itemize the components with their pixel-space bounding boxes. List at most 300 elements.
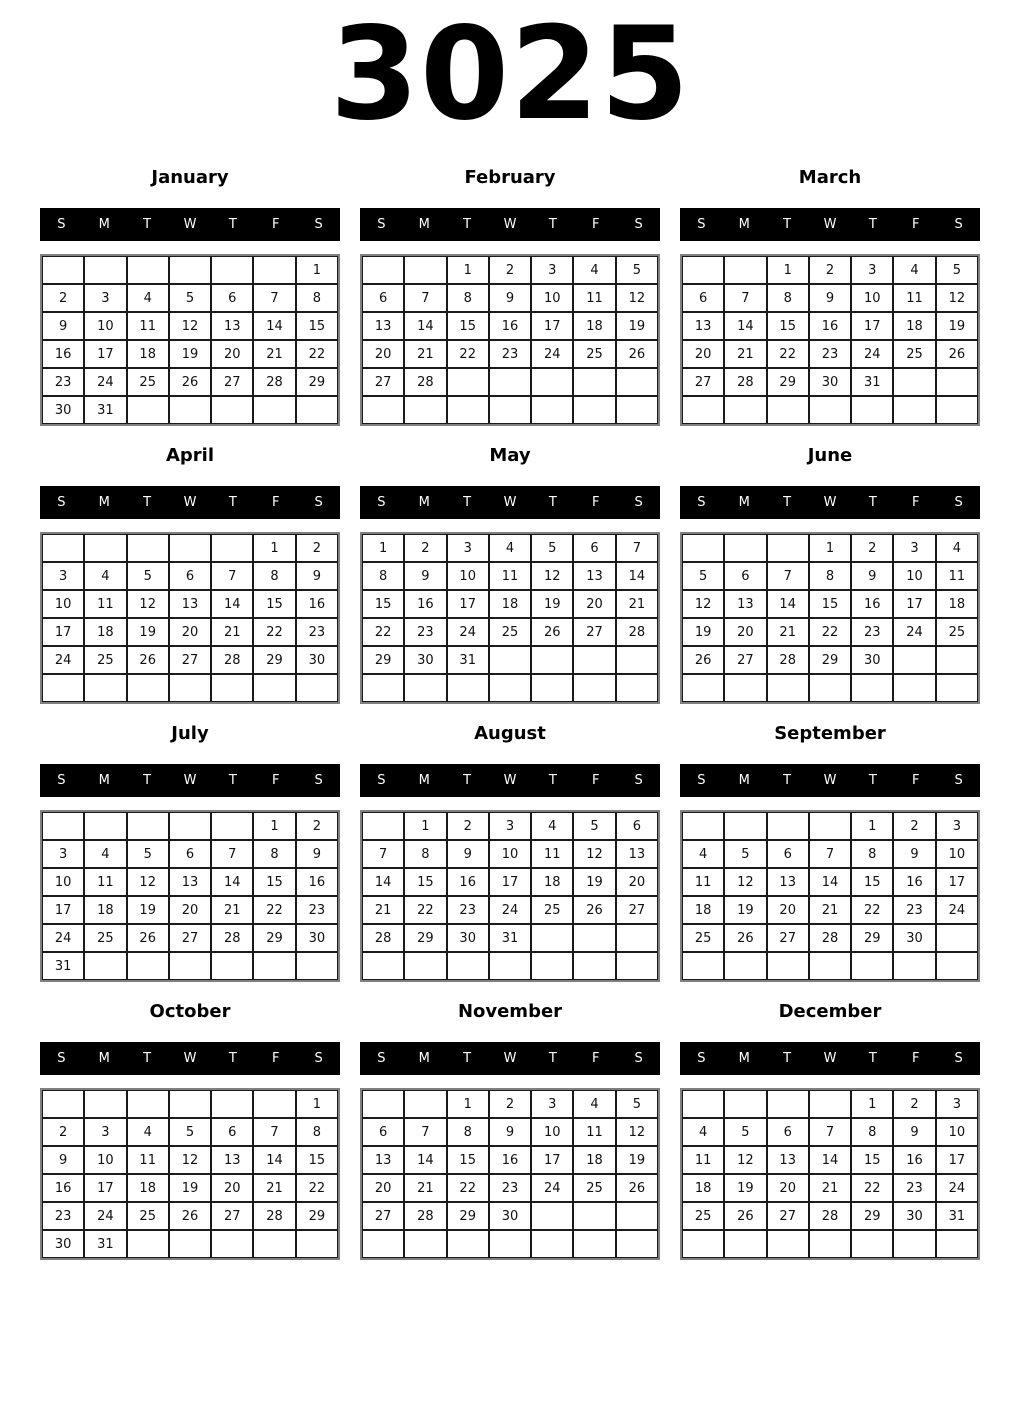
day-cell: 5 [682,562,724,590]
day-cell: 5 [936,256,978,284]
day-cell: 9 [489,1118,531,1146]
empty-day-cell [127,952,169,980]
day-cell: 28 [767,646,809,674]
day-cell: 21 [404,1174,446,1202]
empty-day-cell [531,396,573,424]
day-cell: 7 [404,1118,446,1146]
day-cell: 3 [893,534,935,562]
day-cell: 1 [851,1090,893,1118]
weekday-letter: T [143,495,152,510]
day-cell: 15 [851,868,893,896]
month-title: December [778,1001,882,1022]
day-cell: 13 [573,562,615,590]
day-cell: 3 [489,812,531,840]
day-cell: 7 [767,562,809,590]
weekday-letter: T [228,217,237,232]
day-cell: 25 [573,1174,615,1202]
day-cell: 30 [296,646,338,674]
empty-day-cell [893,396,935,424]
weekday-letter: F [271,773,280,788]
day-cell: 13 [211,1146,253,1174]
month-block [40,984,340,1258]
calendar-day-grid [360,1088,660,1260]
day-cell: 24 [42,646,84,674]
empty-day-cell [489,396,531,424]
weekday-letter: W [183,1051,197,1066]
day-cell: 4 [682,840,724,868]
weekday-letter: T [463,773,472,788]
day-cell: 18 [489,590,531,618]
day-cell: 9 [447,840,489,868]
day-cell: 29 [851,924,893,952]
day-cell: 27 [616,896,658,924]
day-cell: 2 [42,1118,84,1146]
day-cell: 19 [616,312,658,340]
weekday-letter: T [548,495,557,510]
day-cell: 14 [404,1146,446,1174]
day-cell: 31 [447,646,489,674]
month-block [680,428,980,702]
day-cell: 5 [724,1118,766,1146]
empty-day-cell [489,674,531,702]
day-cell: 19 [531,590,573,618]
empty-day-cell [936,674,978,702]
empty-day-cell [127,256,169,284]
day-cell: 11 [573,1118,615,1146]
empty-day-cell [682,534,724,562]
empty-day-cell [42,256,84,284]
day-cell: 2 [296,534,338,562]
empty-day-cell [616,368,658,396]
empty-day-cell [447,1230,489,1258]
day-cell: 15 [296,312,338,340]
weekday-letter: S [634,1051,643,1066]
day-cell: 18 [127,340,169,368]
empty-day-cell [296,1230,338,1258]
empty-day-cell [682,1230,724,1258]
day-cell: 25 [936,618,978,646]
calendar-day-grid [680,254,980,426]
weekday-letter: M [738,217,750,232]
weekday-letter: F [911,1051,920,1066]
weekday-letter: W [503,773,517,788]
day-cell: 12 [169,1146,211,1174]
day-cell: 18 [682,896,724,924]
day-cell: 10 [531,284,573,312]
weekday-letter: S [954,495,963,510]
day-cell: 31 [489,924,531,952]
empty-day-cell [531,952,573,980]
empty-day-cell [211,256,253,284]
calendar-day-grid [680,1088,980,1260]
month-title: September [774,723,886,744]
day-cell: 20 [362,340,404,368]
weekday-letter: M [98,217,110,232]
day-cell: 17 [531,312,573,340]
day-cell: 1 [767,256,809,284]
weekday-letter: M [418,217,430,232]
day-cell: 6 [616,812,658,840]
empty-day-cell [211,952,253,980]
day-cell: 8 [296,284,338,312]
day-cell: 11 [84,590,126,618]
empty-day-cell [404,396,446,424]
empty-day-cell [404,1230,446,1258]
empty-day-cell [211,534,253,562]
day-cell: 12 [724,1146,766,1174]
day-cell: 8 [851,840,893,868]
calendar-day-grid [680,532,980,704]
day-cell: 14 [767,590,809,618]
day-cell: 12 [127,590,169,618]
empty-day-cell [573,1230,615,1258]
day-cell: 22 [253,618,295,646]
day-cell: 13 [169,590,211,618]
empty-day-cell [724,674,766,702]
day-cell: 26 [531,618,573,646]
day-cell: 24 [84,368,126,396]
empty-day-cell [936,1230,978,1258]
day-cell: 7 [253,284,295,312]
day-cell: 27 [724,646,766,674]
day-cell: 21 [211,896,253,924]
empty-day-cell [253,674,295,702]
day-cell: 27 [362,1202,404,1230]
empty-day-cell [767,812,809,840]
empty-day-cell [42,674,84,702]
day-cell: 31 [936,1202,978,1230]
day-cell: 16 [851,590,893,618]
weekday-letter: T [548,773,557,788]
weekday-letter: M [738,773,750,788]
day-cell: 29 [253,924,295,952]
month-title: August [474,723,546,744]
day-cell: 20 [767,1174,809,1202]
weekday-letter: S [954,217,963,232]
day-cell: 28 [253,368,295,396]
day-cell: 1 [447,1090,489,1118]
empty-day-cell [809,1230,851,1258]
day-cell: 10 [447,562,489,590]
empty-day-cell [893,952,935,980]
weekday-letter: F [591,1051,600,1066]
day-cell: 18 [893,312,935,340]
day-cell: 6 [211,284,253,312]
day-cell: 8 [253,562,295,590]
day-cell: 3 [531,1090,573,1118]
day-cell: 3 [447,534,489,562]
day-cell: 3 [42,562,84,590]
weekday-letter: S [697,773,706,788]
day-cell: 7 [809,1118,851,1146]
empty-day-cell [767,952,809,980]
day-cell: 23 [42,1202,84,1230]
weekday-letter: T [783,773,792,788]
weekday-header [40,208,340,241]
day-cell: 20 [211,1174,253,1202]
day-cell: 9 [489,284,531,312]
day-cell: 15 [447,1146,489,1174]
weekday-header [360,1042,660,1075]
day-cell: 29 [767,368,809,396]
day-cell: 21 [616,590,658,618]
day-cell: 2 [489,256,531,284]
day-cell: 29 [851,1202,893,1230]
day-cell: 25 [893,340,935,368]
weekday-letter: T [143,1051,152,1066]
day-cell: 8 [767,284,809,312]
day-cell: 11 [489,562,531,590]
empty-day-cell [851,1230,893,1258]
empty-day-cell [447,952,489,980]
day-cell: 24 [42,924,84,952]
empty-day-cell [253,1090,295,1118]
empty-day-cell [682,674,724,702]
day-cell: 14 [616,562,658,590]
empty-day-cell [573,646,615,674]
day-cell: 17 [936,868,978,896]
month-block [680,984,980,1258]
day-cell: 12 [724,868,766,896]
day-cell: 21 [404,340,446,368]
day-cell: 21 [211,618,253,646]
month-block [680,706,980,980]
day-cell: 13 [616,840,658,868]
month-title: April [165,445,215,466]
weekday-header [680,1042,980,1075]
empty-day-cell [296,952,338,980]
day-cell: 29 [362,646,404,674]
empty-day-cell [84,534,126,562]
empty-day-cell [404,256,446,284]
year-title: 3025 [329,0,691,149]
empty-day-cell [253,1230,295,1258]
day-cell: 3 [42,840,84,868]
day-cell: 23 [893,1174,935,1202]
empty-day-cell [296,396,338,424]
day-cell: 24 [447,618,489,646]
day-cell: 18 [531,868,573,896]
empty-day-cell [253,396,295,424]
day-cell: 14 [724,312,766,340]
weekday-letter: T [783,1051,792,1066]
day-cell: 24 [84,1202,126,1230]
empty-day-cell [127,1090,169,1118]
empty-day-cell [682,812,724,840]
day-cell: 14 [362,868,404,896]
day-cell: 17 [936,1146,978,1174]
day-cell: 15 [851,1146,893,1174]
day-cell: 19 [616,1146,658,1174]
day-cell: 8 [253,840,295,868]
day-cell: 6 [362,284,404,312]
day-cell: 23 [42,368,84,396]
day-cell: 31 [42,952,84,980]
month-block [360,706,660,980]
month-title: November [457,1001,563,1022]
day-cell: 25 [127,1202,169,1230]
empty-day-cell [767,396,809,424]
weekday-header [680,764,980,797]
empty-day-cell [169,534,211,562]
weekday-letter: M [98,1051,110,1066]
weekday-letter: W [823,1051,837,1066]
weekday-letter: T [783,217,792,232]
weekday-letter: T [143,773,152,788]
weekday-letter: W [823,773,837,788]
empty-day-cell [362,812,404,840]
calendar-day-grid [680,810,980,982]
day-cell: 24 [893,618,935,646]
calendar-day-grid [40,254,340,426]
month-title: June [807,445,853,466]
month-title: January [151,167,229,188]
day-cell: 9 [42,1146,84,1174]
day-cell: 20 [682,340,724,368]
day-cell: 6 [767,840,809,868]
day-cell: 3 [936,812,978,840]
day-cell: 12 [573,840,615,868]
weekday-letter: M [98,773,110,788]
day-cell: 22 [851,896,893,924]
month-title: July [171,723,209,744]
weekday-letter: T [463,495,472,510]
day-cell: 31 [84,396,126,424]
day-cell: 18 [127,1174,169,1202]
weekday-letter: T [868,495,877,510]
empty-day-cell [489,952,531,980]
day-cell: 10 [893,562,935,590]
empty-day-cell [724,534,766,562]
day-cell: 4 [573,1090,615,1118]
empty-day-cell [767,674,809,702]
weekday-letter: W [823,217,837,232]
day-cell: 12 [616,284,658,312]
calendar-day-grid [40,1088,340,1260]
empty-day-cell [531,368,573,396]
empty-day-cell [447,368,489,396]
day-cell: 27 [767,924,809,952]
day-cell: 5 [127,840,169,868]
day-cell: 1 [404,812,446,840]
day-cell: 5 [724,840,766,868]
day-cell: 12 [936,284,978,312]
day-cell: 17 [851,312,893,340]
day-cell: 16 [447,868,489,896]
day-cell: 7 [362,840,404,868]
day-cell: 18 [573,1146,615,1174]
day-cell: 5 [531,534,573,562]
month-block [360,428,660,702]
empty-day-cell [253,952,295,980]
day-cell: 18 [573,312,615,340]
weekday-letter: S [634,217,643,232]
empty-day-cell [809,1090,851,1118]
day-cell: 21 [809,896,851,924]
day-cell: 6 [362,1118,404,1146]
day-cell: 11 [84,868,126,896]
day-cell: 15 [362,590,404,618]
weekday-letter: T [228,495,237,510]
empty-day-cell [404,1090,446,1118]
day-cell: 26 [616,1174,658,1202]
day-cell: 2 [447,812,489,840]
weekday-header [40,1042,340,1075]
weekday-letter: M [418,1051,430,1066]
day-cell: 21 [253,1174,295,1202]
day-cell: 22 [296,1174,338,1202]
day-cell: 24 [531,340,573,368]
day-cell: 16 [893,868,935,896]
day-cell: 20 [211,340,253,368]
day-cell: 19 [724,896,766,924]
weekday-letter: S [377,773,386,788]
day-cell: 22 [809,618,851,646]
day-cell: 9 [893,1118,935,1146]
day-cell: 12 [169,312,211,340]
day-cell: 13 [767,1146,809,1174]
day-cell: 15 [809,590,851,618]
day-cell: 5 [616,256,658,284]
day-cell: 5 [127,562,169,590]
day-cell: 17 [893,590,935,618]
day-cell: 17 [447,590,489,618]
weekday-letter: S [377,1051,386,1066]
day-cell: 20 [767,896,809,924]
day-cell: 25 [531,896,573,924]
day-cell: 29 [253,646,295,674]
empty-day-cell [936,396,978,424]
weekday-letter: S [314,217,323,232]
empty-day-cell [253,256,295,284]
day-cell: 16 [489,1146,531,1174]
day-cell: 14 [253,1146,295,1174]
day-cell: 8 [404,840,446,868]
day-cell: 3 [84,284,126,312]
day-cell: 8 [296,1118,338,1146]
empty-day-cell [851,396,893,424]
day-cell: 24 [936,1174,978,1202]
day-cell: 21 [767,618,809,646]
day-cell: 16 [296,868,338,896]
weekday-letter: W [503,1051,517,1066]
day-cell: 21 [724,340,766,368]
weekday-letter: T [548,1051,557,1066]
day-cell: 16 [42,340,84,368]
day-cell: 17 [531,1146,573,1174]
day-cell: 8 [851,1118,893,1146]
empty-day-cell [616,1230,658,1258]
day-cell: 20 [169,618,211,646]
day-cell: 25 [84,646,126,674]
day-cell: 2 [404,534,446,562]
empty-day-cell [724,952,766,980]
day-cell: 20 [169,896,211,924]
day-cell: 13 [767,868,809,896]
day-cell: 15 [447,312,489,340]
empty-day-cell [42,534,84,562]
day-cell: 2 [489,1090,531,1118]
day-cell: 14 [809,1146,851,1174]
empty-day-cell [682,1090,724,1118]
empty-day-cell [362,1230,404,1258]
empty-day-cell [362,1090,404,1118]
day-cell: 23 [489,1174,531,1202]
day-cell: 25 [489,618,531,646]
weekday-header [680,486,980,519]
weekday-letter: S [57,773,66,788]
empty-day-cell [531,646,573,674]
